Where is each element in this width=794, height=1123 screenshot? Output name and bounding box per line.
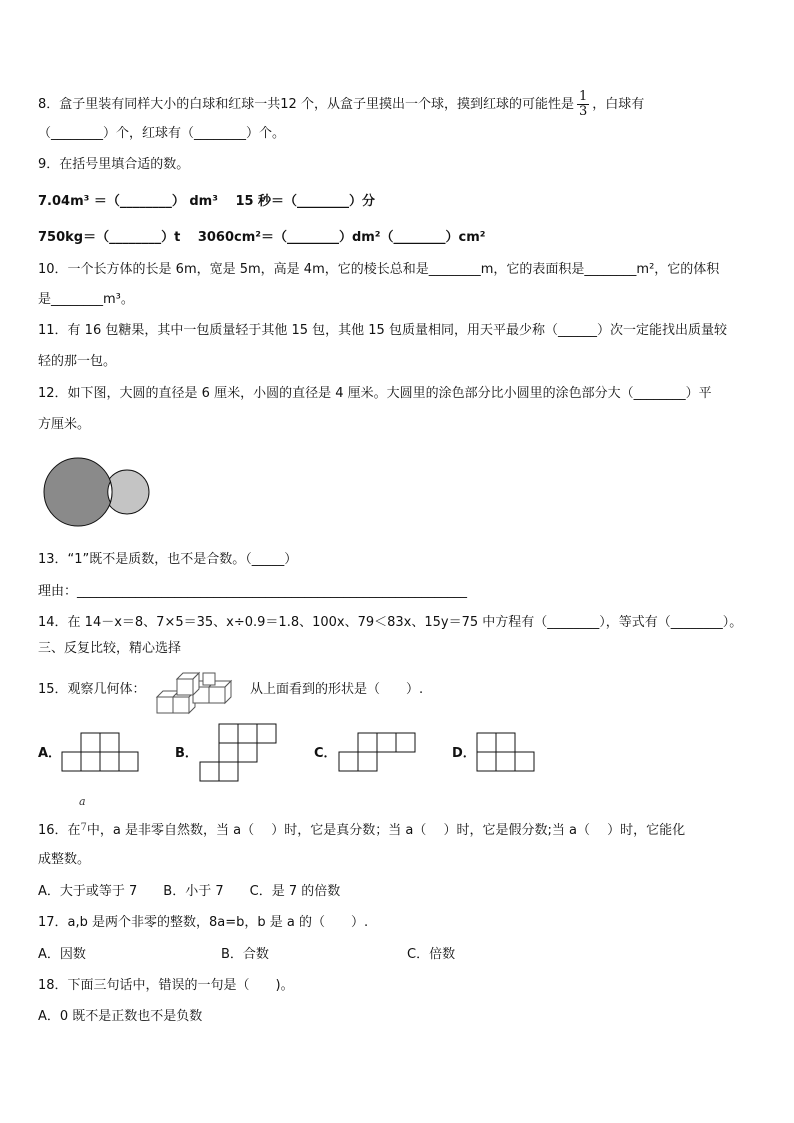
q15-option-c-label[interactable]: C． bbox=[314, 746, 337, 761]
q17-option-c[interactable]: C．倍数 bbox=[407, 947, 456, 962]
large-circle bbox=[44, 458, 112, 526]
q8-text-a: 8．盒子里装有同样大小的白球和红球一共12 个，从盒子里摸出一个球，摸到红球的可能性是 bbox=[38, 97, 574, 112]
q15-option-b-label[interactable]: B． bbox=[175, 746, 198, 761]
q9-row1: 7.04m³ ＝（________） dm³ 15 秒＝（________）分 bbox=[38, 194, 376, 209]
q15-option-d-label[interactable]: D． bbox=[452, 746, 476, 761]
q17-option-b[interactable]: B．合数 bbox=[221, 947, 269, 962]
q11-line1: 11．有 16 包糖果，其中一包质量轻于其他 15 包，其他 15 包质量相同，用天平最少称（______）次一定能找出质量较 bbox=[38, 323, 727, 338]
q8-text-b: ，白球有 bbox=[592, 97, 645, 112]
q15-geometry-3d-figure bbox=[155, 665, 245, 717]
section-3-heading: 三、反复比较，精心选择 bbox=[38, 641, 182, 656]
q12-circles-figure bbox=[40, 455, 155, 530]
q16-line2: 成整数。 bbox=[38, 852, 91, 867]
q8-line2: （________）个，红球有（________）个。 bbox=[38, 126, 286, 141]
q17-option-a[interactable]: A．因数 bbox=[38, 947, 86, 962]
q11-line2: 轻的那一包。 bbox=[38, 354, 117, 369]
q16-fraction-denominator: 7 bbox=[80, 822, 87, 833]
q8-fraction-denominator: 3 bbox=[578, 104, 588, 119]
q8-line1 bbox=[38, 90, 644, 119]
q9-title: 9．在括号里填合适的数。 bbox=[38, 157, 190, 172]
q15-option-a-figure[interactable] bbox=[62, 732, 142, 772]
q13-reason: 理由：____________________________________________________________ bbox=[38, 584, 468, 599]
q16-fraction-numerator: a bbox=[79, 795, 86, 808]
q15-option-b-figure[interactable] bbox=[200, 724, 280, 782]
q18-line1: 18．下面三句话中，错误的一句是（ )。 bbox=[38, 978, 294, 993]
q15-option-a-label[interactable]: A． bbox=[38, 746, 62, 761]
q12-line1: 12．如下图，大圆的直径是 6 厘米，小圆的直径是 4 厘米。大圆里的涂色部分比小圆里的涂色部分大（________）平 bbox=[38, 386, 712, 401]
q16-options[interactable]: A．大于或等于 7 B．小于 7 C．是 7 的倍数 bbox=[38, 884, 341, 899]
q12-line2: 方厘米。 bbox=[38, 417, 91, 432]
q16-line1 bbox=[38, 819, 685, 840]
q13-line1: 13．“1”既不是质数，也不是合数。（_____） bbox=[38, 552, 298, 567]
q16-fraction bbox=[79, 795, 86, 809]
q10-line1: 10．一个长方体的长是 6m，宽是 5m，高是 4m，它的棱长总和是________m，它的表面积是________m²，它的体积 bbox=[38, 262, 720, 277]
q17-line1: 17．a,b 是两个非零的整数，8a=b，b 是 a 的（ ）. bbox=[38, 915, 369, 930]
q8-fraction bbox=[577, 90, 589, 119]
q16-text-a: 16．在 bbox=[38, 823, 81, 838]
q15-option-c-figure[interactable] bbox=[339, 732, 419, 772]
q8-fraction-numerator: 1 bbox=[578, 89, 588, 104]
q16-text-b: 中，a 是非零自然数，当 a（ ）时，它是真分数；当 a（ ）时，它是假分数;当 a（ ）时，它能化 bbox=[86, 823, 686, 838]
q15-option-d-figure[interactable] bbox=[477, 732, 539, 772]
q14-line1: 14．在 14－x＝8、7×5＝35、x÷0.9＝1.8、100x、79＜83x、15y＝75 中方程有（________），等式有（________）。 bbox=[38, 615, 743, 630]
q10-line2: 是________m³。 bbox=[38, 292, 134, 307]
q15-prefix: 15．观察几何体： bbox=[38, 682, 146, 697]
q18-option-a[interactable]: A．0 既不是正数也不是负数 bbox=[38, 1009, 203, 1024]
q15-suffix: 从上面看到的形状是（ ）. bbox=[250, 682, 424, 697]
q9-row2: 750kg＝（________）t 3060cm²＝（________）dm²（________）cm² bbox=[38, 230, 486, 245]
